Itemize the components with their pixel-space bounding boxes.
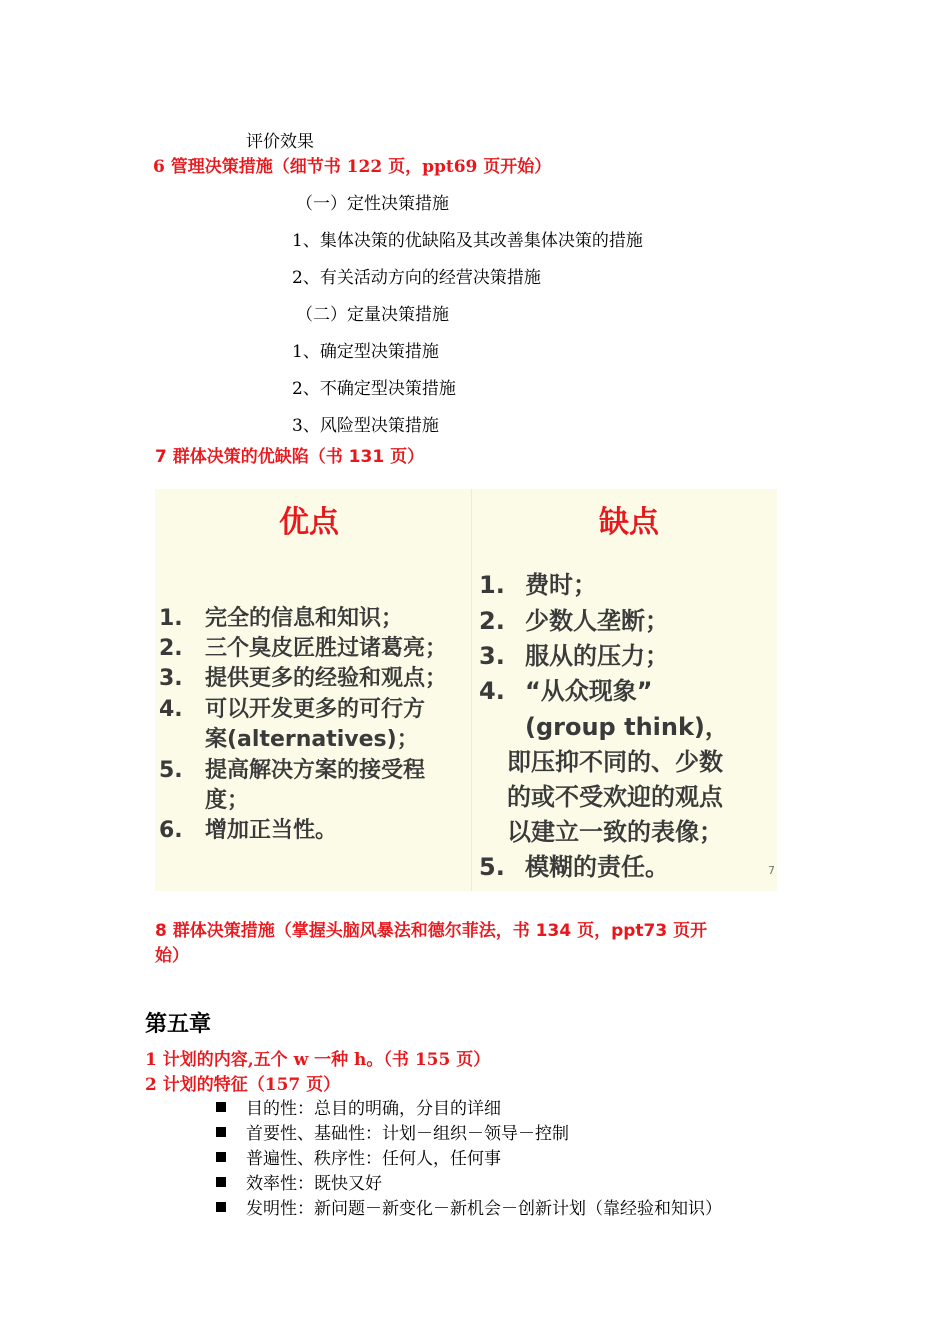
pros-item: 1. 完全的信息和知识； (159, 606, 404, 631)
square-bullet-icon (216, 1177, 226, 1187)
cons-item: (group think)， (525, 713, 729, 741)
square-bullet-icon (216, 1127, 226, 1137)
list-item: 目的性：总目的明确，分目的详细 (216, 1094, 722, 1119)
pros-item: 案(alternatives)； (205, 727, 419, 752)
list-item: 2、有关活动方向的经营决策措施 (292, 268, 541, 288)
cons-item: 4. “从众现象” (479, 677, 653, 705)
pros-item: 4. 可以开发更多的可行方 (159, 697, 426, 722)
cons-item: 3. 服从的压力； (479, 642, 669, 670)
list-item: 1、集体决策的优缺陷及其改善集体决策的措施 (292, 231, 643, 251)
list-item: 首要性、基础性：计划－组织－领导－控制 (216, 1119, 722, 1144)
slide-page-number: 7 (768, 864, 775, 877)
chapter-5-item-1: 1 计划的内容,五个 w 一种 h。（书 155 页） (145, 1050, 491, 1070)
chapter-title: 第五章 (145, 1012, 212, 1037)
cons-item: 1. 费时； (479, 571, 597, 599)
cons-item: 的或不受欢迎的观点 (507, 783, 723, 811)
cons-item: 2. 少数人垄断； (479, 607, 669, 635)
section-8-title-line2: 始） (155, 946, 189, 966)
list-item: 2、不确定型决策措施 (292, 379, 456, 399)
chapter-5-item-2: 2 计划的特征（157 页） (145, 1075, 341, 1095)
pros-item: 5. 提高解决方案的接受程 (159, 758, 426, 783)
pros-item: 3. 提供更多的经验和观点； (159, 666, 448, 691)
pros-cons-slide-image (155, 489, 777, 891)
pros-item: 6. 增加正当性。 (159, 818, 338, 843)
section-6-title: 6 管理决策措施（细节书 122 页，ppt69 页开始） (153, 157, 552, 177)
cons-item: 即压抑不同的、少数 (507, 748, 723, 776)
square-bullet-icon (216, 1152, 226, 1162)
plan-features-list (216, 1094, 722, 1219)
list-item: 3、风险型决策措施 (292, 416, 439, 436)
cons-item: 以建立一致的表像； (507, 818, 723, 846)
pros-item: 2. 三个臭皮匠胜过诸葛亮； (159, 636, 448, 661)
list-item: 普遍性、秩序性：任何人，任何事 (216, 1144, 722, 1169)
section-7-title: 7 群体决策的优缺陷（书 131 页） (155, 447, 425, 467)
pros-item: 度； (205, 788, 250, 813)
section-8-title-line1: 8 群体决策措施（掌握头脑风暴法和德尔菲法，书 134 页，ppt73 页开 (155, 921, 708, 941)
list-item: 效率性：既快又好 (216, 1169, 722, 1194)
list-item: 发明性：新问题－新变化－新机会－创新计划（靠经验和知识） (216, 1194, 722, 1219)
cons-title: 缺点 (599, 505, 659, 540)
cons-item: 5. 模糊的责任。 (479, 853, 669, 881)
square-bullet-icon (216, 1202, 226, 1212)
pros-title: 优点 (279, 505, 339, 540)
slide-divider (471, 489, 472, 891)
list-item: 1、确定型决策措施 (292, 342, 439, 362)
list-item: （一）定性决策措施 (296, 194, 449, 214)
list-item: （二）定量决策措施 (296, 305, 449, 325)
square-bullet-icon (216, 1102, 226, 1112)
top-line-text: 评价效果 (246, 132, 314, 152)
